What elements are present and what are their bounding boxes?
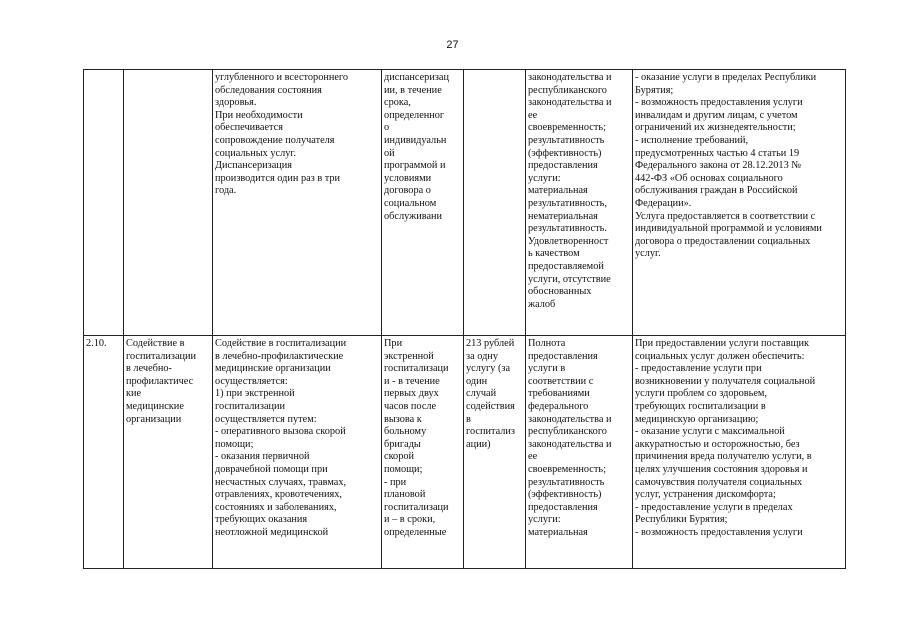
cell-conditions: - оказание услуги в пределах Республики Бурятия; - возможность предоставления услуги инвалидам и другим лицам, с учетом ограничений их жизнедеятельности; - исполнение требований, предусмотренных частью 4 статьи 19 Федерального закона от 28.12.2013 № 442-ФЗ «Об основах социального обслуживания граждан в Российской Федерации». Услуга предоставляется в соответствии с индивидуальной программой и условиями договора о предоставлении социальных услуг.	[633, 70, 846, 336]
cell-price: 213 рублей за одну услугу (за один случай содействия в госпитализ ации)	[464, 336, 526, 569]
cell-service-name	[124, 70, 213, 336]
cell-price	[464, 70, 526, 336]
cell-description: углубленного и всестороннего обследования состояния здоровья. При необходимости обеспечивается сопровождение получателя социальных услуг. Диспансеризация производится один раз в три года.	[213, 70, 382, 336]
table-row	[84, 70, 846, 336]
cell-quality: Полнота предоставления услуги в соответствии с требованиями федерального законодательства и республиканского законодательства и ее своевременность; результативность (эффективность) предоставления услуги: материальная	[526, 336, 633, 569]
table-row	[84, 336, 846, 569]
cell-quality: законодательства и республиканского законодательства и ее своевременность; результативность (эффективность) предоставления услуги: материальная результативность, нематериальная результативность. Удовлетворенност ь качеством предоставляемой услуги, отсутствие обоснованных жалоб	[526, 70, 633, 336]
cell-service-name: Содействие в госпитализации в лечебно- профилактичес кие медицинские организации	[124, 336, 213, 569]
cell-number	[84, 70, 124, 336]
cell-timing: При экстренной госпитализаци и - в течение первых двух часов после вызова к больному бригады скорой помощи; - при плановой госпитализаци и – в сроки, определенные	[382, 336, 464, 569]
cell-description: Содействие в госпитализации в лечебно-профилактические медицинские организации осуществляется: 1) при экстренной госпитализации осуществляется путем: - оперативного вызова скорой помощи; - оказания первичной доврачебной помощи при несчастных случаях, травмах, отравлениях, кровотечениях, состояниях и заболеваниях, требующих оказания неотложной медицинской	[213, 336, 382, 569]
page-number: 27	[446, 39, 459, 51]
cell-timing: диспансеризац ии, в течение срока, определенног о индивидуальн ой программой и условиями договора о социальном обслуживани	[382, 70, 464, 336]
cell-number: 2.10.	[84, 336, 124, 569]
cell-conditions: При предоставлении услуги поставщик социальных услуг должен обеспечить: - предоставление услуги при возникновении у получателя социальной услуги проблем со здоровьем, требующих госпитализации в медицинскую организацию; - оказание услуги с максимальной аккуратностью и осторожностью, без причинения вреда получателю услуги, в целях улучшения состояния здоровья и самочувствия получателя социальных услуг, устранения дискомфорта; - предоставление услуги в пределах Республики Бурятия; - возможность предоставления услуги	[633, 336, 846, 569]
services-table	[83, 69, 846, 569]
